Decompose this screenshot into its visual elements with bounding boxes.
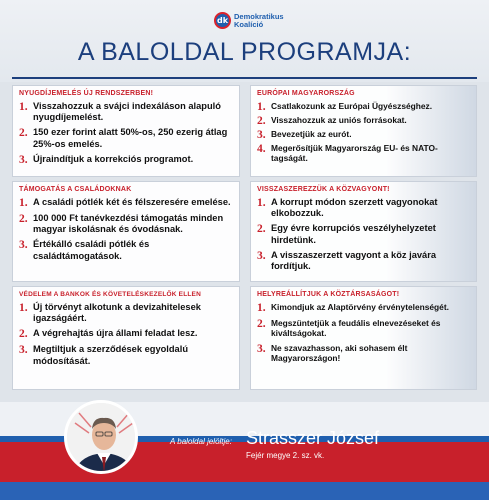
list-item <box>257 101 470 113</box>
item-number: 1. <box>19 302 28 314</box>
panel-heading: VISSZASZEREZZÜK A KÖZVAGYONT! <box>257 186 390 193</box>
panel-heading: NYUGDÍJEMELÉS ÚJ RENDSZERBEN! <box>19 90 154 97</box>
item-number: 3. <box>19 239 28 252</box>
item-number: 1. <box>257 101 266 113</box>
item-text: Bevezetjük az eurót. <box>271 129 352 139</box>
list-item <box>257 250 470 272</box>
item-number: 1. <box>257 302 266 314</box>
item-text: Megszüntetjük a feudális elnevezéseket és kiváltságokat. <box>271 318 441 339</box>
item-number: 1. <box>19 101 28 113</box>
panel-republic <box>250 286 477 390</box>
item-number: 1. <box>19 197 28 209</box>
list-item <box>257 115 470 127</box>
item-number: 3. <box>19 344 28 357</box>
item-text: A családi pótlék két és félszeresére emelése. <box>33 197 231 207</box>
list-item <box>19 213 233 235</box>
party-name <box>234 13 284 29</box>
list-item <box>257 197 470 219</box>
party-logo <box>214 12 284 29</box>
panel-heading: HELYREÁLLÍTJUK A KÖZTÁRSASÁGOT! <box>257 291 400 298</box>
footer-bottom-band <box>0 482 489 500</box>
item-number: 2. <box>19 127 28 140</box>
item-text: Egy évre korrupciós veszélyhelyzetet hirdetünk. <box>271 223 436 245</box>
panel-families <box>12 181 240 282</box>
item-text: Visszahozzuk a svájci indexáláson alapuló nyugdíjemelést. <box>33 101 221 123</box>
panel-heading: TÁMOGATÁS A CSALÁDOKNAK <box>19 186 132 193</box>
item-number: 3. <box>19 153 28 166</box>
item-text: Megerősítjük Magyarország EU- és NATO-tagságát. <box>271 143 438 164</box>
list-item <box>19 344 233 366</box>
list-item <box>19 239 233 261</box>
item-number: 3. <box>257 129 266 141</box>
list-item <box>257 223 470 245</box>
page-title: A BALOLDAL PROGRAMJA: <box>77 38 412 66</box>
item-text: A végrehajtás újra állami feladat lesz. <box>33 328 198 339</box>
panel-heading: EURÓPAI MAGYARORSZÁG <box>257 90 355 97</box>
list-item <box>19 154 233 166</box>
list-item <box>257 343 470 364</box>
panel-heading: VÉDELEM A BANKOK ÉS KÖVETELÉSKEZELŐK ELLEN <box>19 291 201 298</box>
item-text: 150 ezer forint alatt 50%-os, 250 ezerig átlag 25%-os emelés. <box>33 127 228 149</box>
list-item <box>19 127 233 149</box>
party-name-line1: Demokratikus <box>234 11 284 21</box>
item-text: Visszahozzuk az uniós forrásokat. <box>271 115 407 125</box>
item-text: 100 000 Ft tanévkezdési támogatás minden magyar iskolásnak és óvodásnak. <box>33 213 224 235</box>
item-number: 4. <box>257 143 266 155</box>
list-item <box>19 101 233 123</box>
item-text: A korrupt módon szerzett vagyonokat elkobozzuk. <box>271 197 438 219</box>
item-number: 2. <box>257 223 266 236</box>
item-text: Értékálló családi pótlék és családtámogatások. <box>33 239 150 261</box>
panel-pension <box>12 85 240 177</box>
item-number: 2. <box>257 318 266 330</box>
item-number: 2. <box>19 213 28 225</box>
item-number: 1. <box>257 197 266 209</box>
dk-logo-icon: dk <box>214 12 231 29</box>
item-number: 2. <box>257 115 266 127</box>
panel-public-property <box>250 181 477 282</box>
candidate-district: Fejér megye 2. sz. vk. <box>246 451 325 460</box>
list-item <box>19 302 233 324</box>
list-item <box>257 129 470 141</box>
list-item <box>19 328 233 340</box>
candidate-portrait <box>64 400 138 474</box>
title-divider <box>12 77 477 79</box>
candidate-name: Strasszer József <box>246 428 380 448</box>
item-number: 2. <box>19 328 28 341</box>
item-text: Ne szavazhasson, aki sohasem élt Magyarországon! <box>271 342 408 364</box>
party-name-line2: Koalíció <box>234 19 264 29</box>
candidate-label: A baloldal jelöltje: <box>170 437 232 446</box>
panel-bank-protection <box>12 286 240 390</box>
item-text: Új törvényt alkotunk a devizahitelesek igazságáért. <box>33 302 201 324</box>
item-text: Kimondjuk az Alaptörvény érvénytelenségét. <box>271 302 449 312</box>
item-number: 3. <box>257 342 266 355</box>
item-text: Csatlakozunk az Európai Ügyészséghez. <box>271 101 433 111</box>
item-text: A visszaszerzett vagyont a köz javára fordítjuk. <box>271 249 437 272</box>
list-item <box>257 143 470 164</box>
list-item <box>257 318 470 339</box>
item-text: Újraindítjuk a korrekciós programot. <box>33 153 194 164</box>
item-number: 3. <box>257 249 266 262</box>
list-item <box>19 197 233 209</box>
item-text: Megtiltjuk a szerződések egyoldalú módosítását. <box>33 344 188 366</box>
list-item <box>257 302 470 314</box>
panel-european <box>250 85 477 177</box>
